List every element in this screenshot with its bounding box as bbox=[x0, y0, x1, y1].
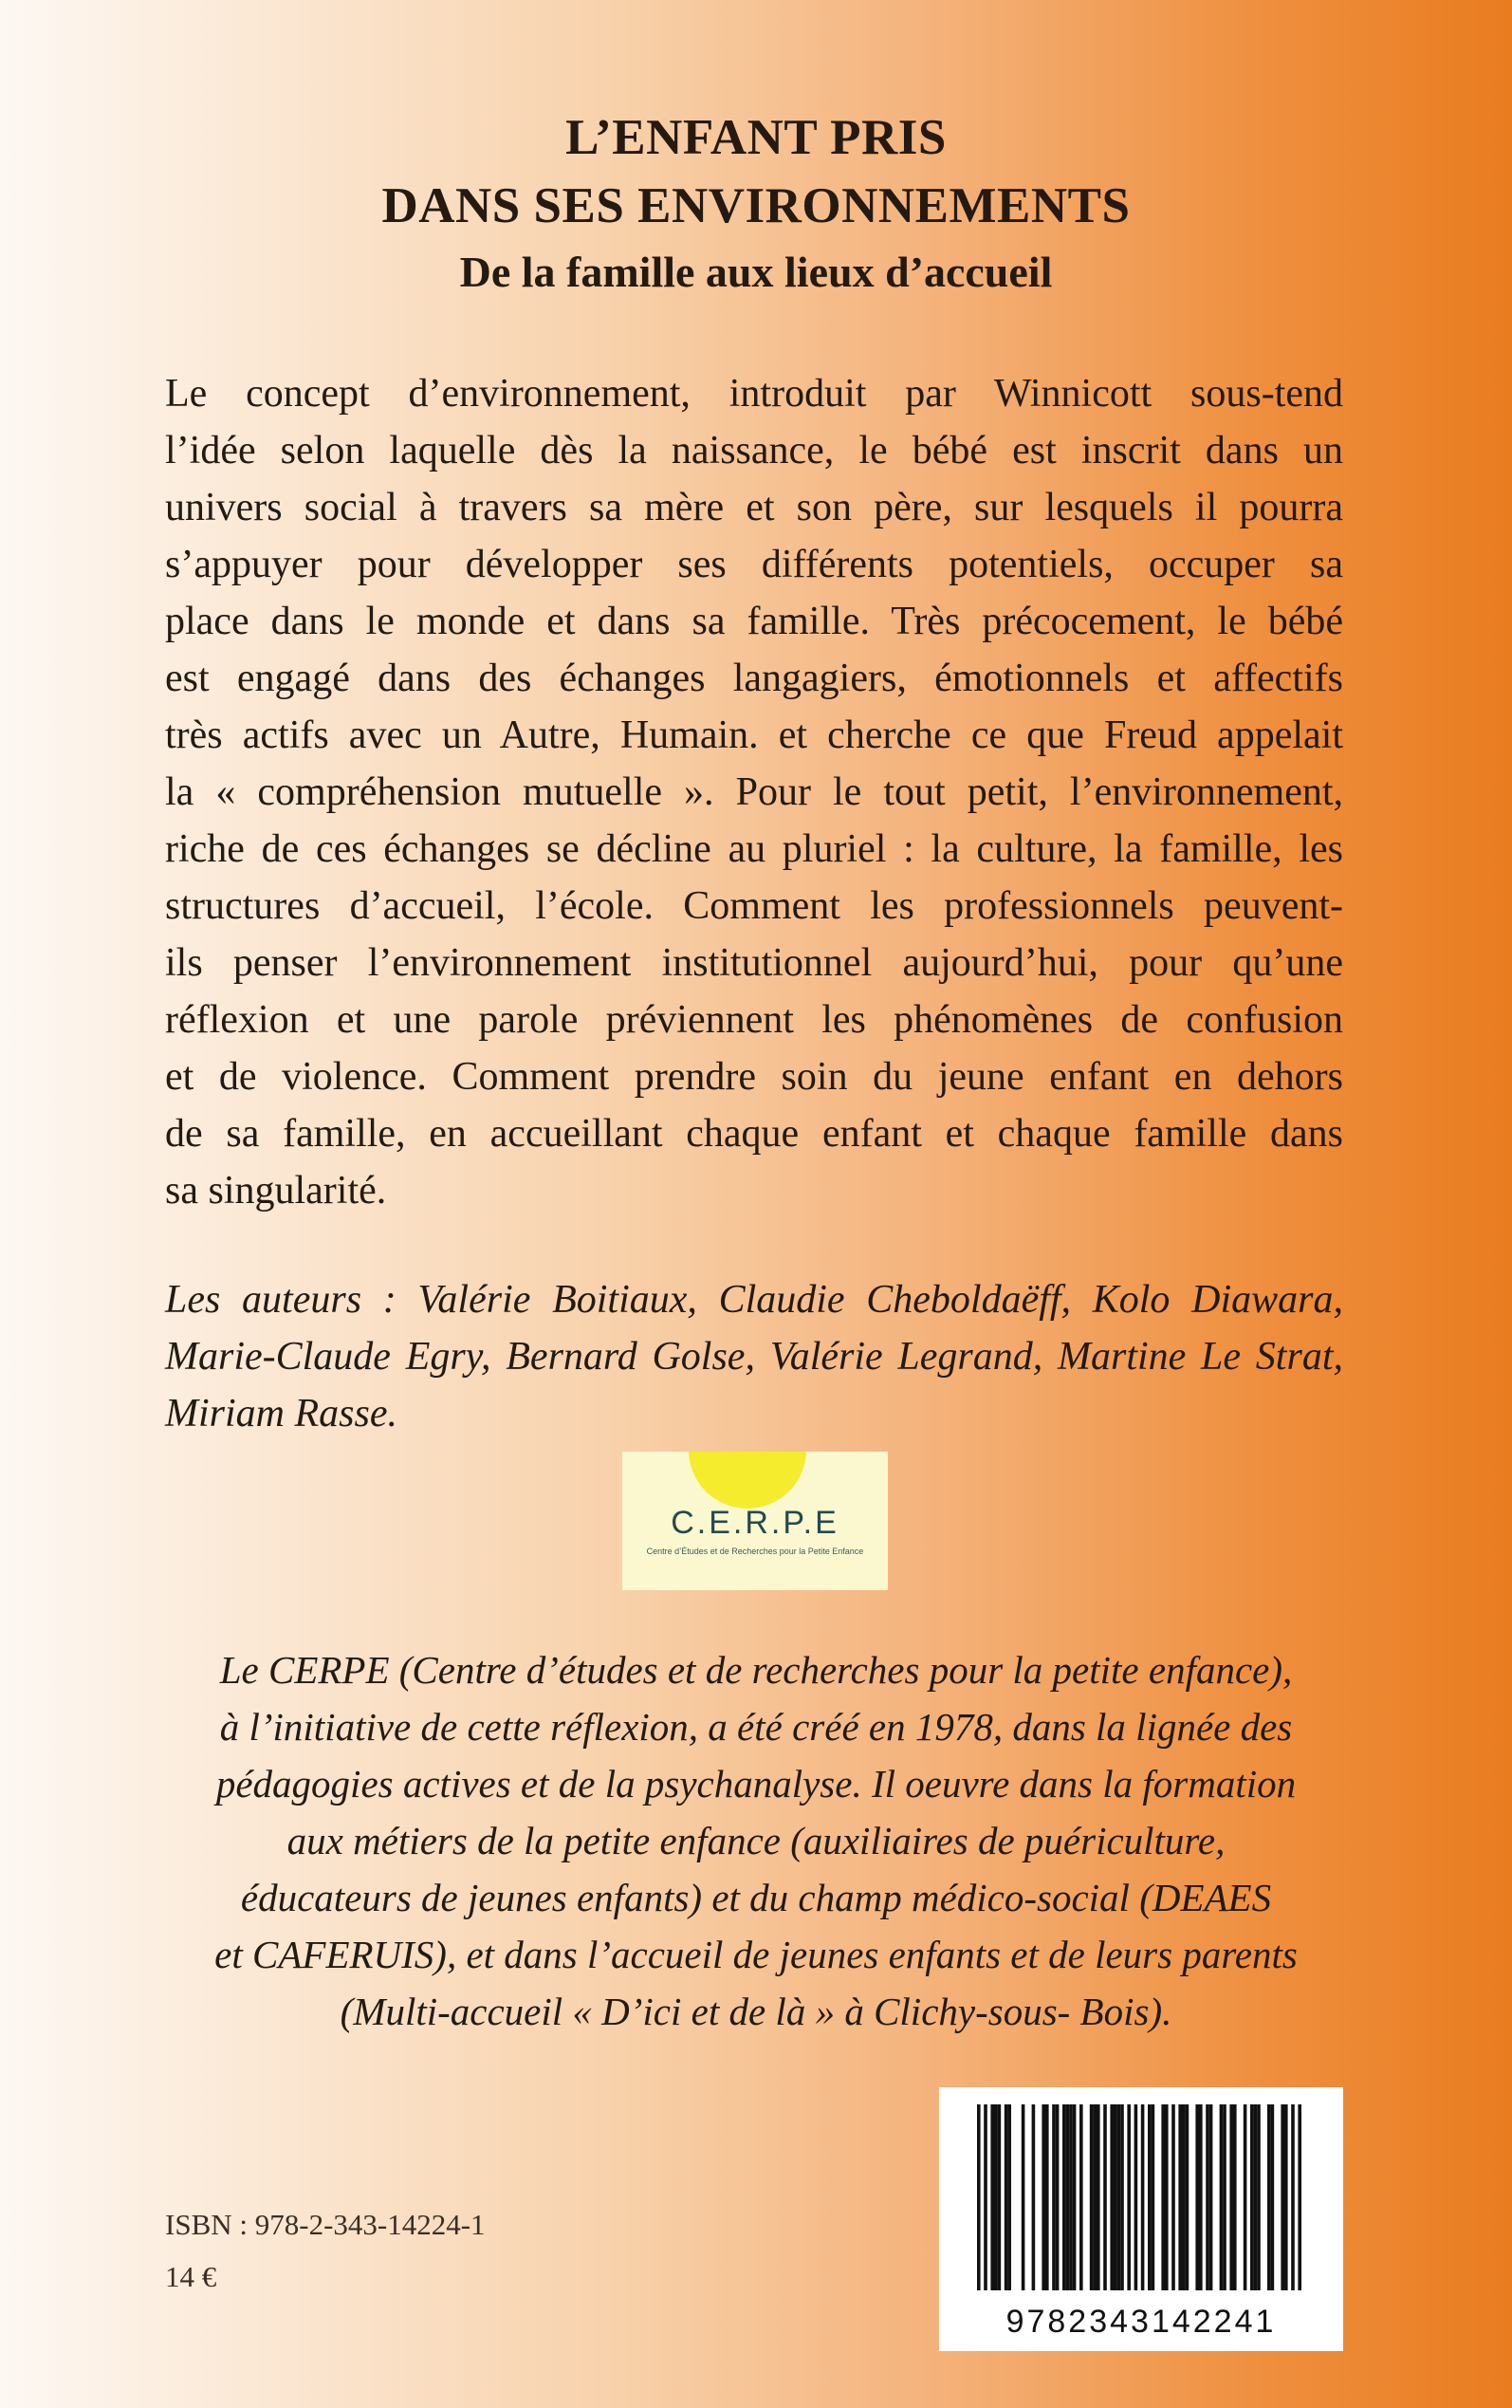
barcode-bar bbox=[1045, 2104, 1049, 2290]
description-line: univers social à travers sa mère et son père, sur lesquels il pourra bbox=[165, 486, 1343, 529]
description-line: sa singularité. bbox=[165, 1169, 387, 1213]
barcode-bar bbox=[994, 2104, 998, 2290]
barcode-digits: 9782343142241 bbox=[1005, 2304, 1277, 2340]
barcode-bar bbox=[1052, 2104, 1056, 2290]
barcode-bar bbox=[1090, 2104, 1094, 2290]
barcode-bar bbox=[1114, 2104, 1117, 2290]
description-line: la « compréhension mutuelle ». Pour le tout petit, l’environnement, bbox=[165, 770, 1343, 814]
barcode-bar bbox=[1223, 2104, 1226, 2290]
barcode-bar bbox=[1141, 2104, 1145, 2290]
authors-line: Les auteurs : Valérie Boitiaux, Claudie Cheboldaëff, Kolo Diawara, bbox=[165, 1278, 1343, 1322]
barcode-bar bbox=[1244, 2104, 1247, 2290]
barcode-bar bbox=[1186, 2104, 1189, 2290]
authors-list bbox=[165, 1271, 1343, 1442]
description-line: de sa famille, en accueillant chaque enfant et chaque famille dans bbox=[165, 1112, 1343, 1156]
barcode-bar bbox=[1148, 2104, 1152, 2290]
barcode-bar bbox=[1250, 2104, 1254, 2290]
cerpe-line: Le CERPE (Centre d’études et de recherches pour la petite enfance), bbox=[219, 1648, 1293, 1692]
barcode-bar bbox=[1005, 2104, 1008, 2290]
title-line-2: DANS SES ENVIRONNEMENTS bbox=[381, 178, 1131, 233]
description-line: est engagé dans des échanges langagiers, émotionnels et affectifs bbox=[165, 657, 1343, 700]
description-line: riche de ces échanges se décline au pluriel : la culture, la famille, les bbox=[165, 827, 1343, 871]
cerpe-logo bbox=[622, 1452, 888, 1590]
barcode-bar bbox=[1165, 2104, 1169, 2290]
cerpe-line: pédagogies actives et de la psychanalyse. Il oeuvre dans la formation bbox=[215, 1762, 1297, 1806]
description-line: place dans le monde et dans sa famille. Très précocement, le bébé bbox=[165, 600, 1343, 643]
barcode-bar bbox=[1267, 2104, 1271, 2290]
cerpe-line: (Multi-accueil « D’ici et de là » à Clichy-sous- Bois). bbox=[340, 1990, 1172, 2033]
description-paragraph bbox=[165, 365, 1343, 1219]
barcode-bar bbox=[1069, 2104, 1073, 2290]
barcode-bar bbox=[1233, 2104, 1237, 2290]
barcode-bar bbox=[1097, 2104, 1100, 2290]
barcode-bar bbox=[1152, 2104, 1155, 2290]
barcode-bar bbox=[1209, 2104, 1213, 2290]
title-line-1: L’ENFANT PRIS bbox=[565, 110, 947, 165]
barcode-bar bbox=[1257, 2104, 1261, 2290]
barcode-bar bbox=[977, 2104, 981, 2290]
barcode-bar bbox=[1042, 2104, 1045, 2290]
barcode-bar bbox=[1281, 2104, 1284, 2290]
barcode-bar bbox=[1073, 2104, 1077, 2290]
logo-tagline: Centre d’Études et de Recherches pour la Petite Enfance bbox=[646, 1547, 864, 1556]
description-line: s’appuyer pour développer ses différents potentiels, occuper sa bbox=[165, 543, 1343, 586]
barcode-bar bbox=[1182, 2104, 1186, 2290]
barcode-bar bbox=[1195, 2104, 1199, 2290]
barcode-bar bbox=[1093, 2104, 1097, 2290]
barcode-bar bbox=[1171, 2104, 1175, 2290]
authors-line: Marie-Claude Egry, Bernard Golse, Valérie Legrand, Martine Le Strat, bbox=[165, 1335, 1343, 1379]
barcode-bar bbox=[1220, 2104, 1224, 2290]
cerpe-line: à l’initiative de cette réflexion, a été créé en 1978, dans la lignée des bbox=[219, 1705, 1293, 1749]
barcode-bar bbox=[1066, 2104, 1070, 2290]
barcode-bar bbox=[1291, 2104, 1295, 2290]
barcode bbox=[939, 2087, 1343, 2351]
barcode-bar bbox=[1022, 2104, 1025, 2290]
barcode-graphic bbox=[939, 2087, 1343, 2351]
barcode-bar bbox=[1056, 2104, 1060, 2290]
barcode-bar bbox=[1206, 2104, 1209, 2290]
barcode-bar bbox=[1079, 2104, 1083, 2290]
logo-sun-icon bbox=[689, 1452, 806, 1509]
isbn-label: ISBN : 978-2-343-14224-1 bbox=[165, 2208, 486, 2241]
description-line: et de violence. Comment prendre soin du jeune enfant en dehors bbox=[165, 1055, 1343, 1099]
barcode-bar bbox=[1254, 2104, 1258, 2290]
description-line: réflexion et une parole préviennent les phénomènes de confusion bbox=[165, 998, 1343, 1042]
barcode-bar bbox=[1284, 2104, 1288, 2290]
logo-wordmark: C.E.R.P.E bbox=[671, 1505, 839, 1541]
barcode-bar bbox=[1062, 2104, 1066, 2290]
barcode-bars bbox=[977, 2104, 1301, 2290]
cerpe-line: aux métiers de la petite enfance (auxiliaires de puériculture, bbox=[286, 1819, 1226, 1862]
barcode-bar bbox=[990, 2104, 994, 2290]
barcode-bar bbox=[1271, 2104, 1275, 2290]
barcode-bar bbox=[1032, 2104, 1036, 2290]
description-line: très actifs avec un Autre, Humain. et cherche ce que Freud appelait bbox=[165, 713, 1343, 757]
barcode-bar bbox=[1120, 2104, 1124, 2290]
barcode-bar bbox=[1178, 2104, 1182, 2290]
barcode-bar bbox=[1110, 2104, 1114, 2290]
description-line: Le concept d’environnement, introduit par Winnicott sous-tend bbox=[165, 372, 1343, 416]
price-label: 14 € bbox=[165, 2260, 217, 2293]
authors-line: Miriam Rasse. bbox=[165, 1392, 397, 1436]
barcode-bar bbox=[1127, 2104, 1131, 2290]
description-line: structures d’accueil, l’école. Comment les professionnels peuvent- bbox=[165, 884, 1343, 928]
barcode-bar bbox=[984, 2104, 987, 2290]
barcode-bar bbox=[1229, 2104, 1233, 2290]
barcode-bar bbox=[1117, 2104, 1121, 2290]
cerpe-description bbox=[152, 1641, 1360, 2040]
barcode-bar bbox=[1134, 2104, 1138, 2290]
description-line: l’idée selon laquelle dès la naissance, le bébé est inscrit dans un bbox=[165, 429, 1343, 472]
barcode-bar bbox=[1199, 2104, 1203, 2290]
barcode-bar bbox=[998, 2104, 1002, 2290]
cerpe-line: éducateurs de jeunes enfants) et du champ médico-social (DEAES bbox=[240, 1876, 1272, 1919]
description-line: ils penser l’environnement institutionnel aujourd’hui, pour qu’une bbox=[165, 941, 1343, 985]
barcode-bar bbox=[1007, 2104, 1011, 2290]
barcode-bar bbox=[1298, 2104, 1301, 2290]
cerpe-line: et CAFERUIS), et dans l’accueil de jeunes enfants et de leurs parents bbox=[214, 1933, 1298, 1976]
subtitle: De la famille aux lieux d’accueil bbox=[459, 248, 1053, 296]
barcode-bar bbox=[1103, 2104, 1107, 2290]
barcode-bar bbox=[1161, 2104, 1165, 2290]
